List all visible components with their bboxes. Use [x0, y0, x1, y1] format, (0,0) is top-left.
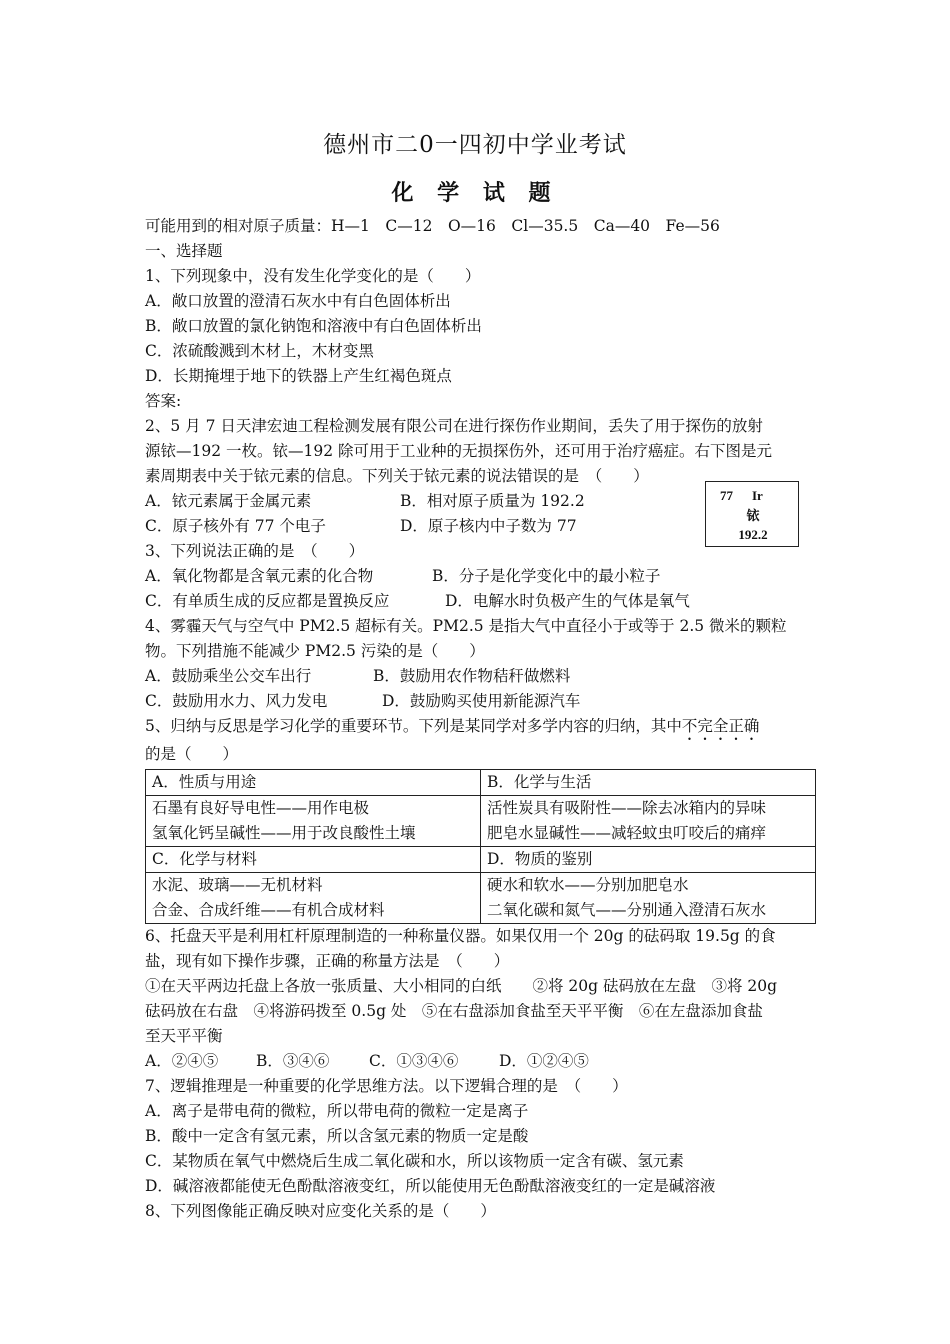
- cell-d-head: D．物质的鉴别: [481, 847, 816, 873]
- q6-line5: 至天平平衡: [145, 1027, 223, 1045]
- cell-c-line1: 水泥、玻璃——无机材料: [152, 876, 323, 894]
- q4-option-c: C．鼓励用水力、风力发电: [145, 692, 328, 710]
- q6-option-d: D．①②④⑤: [499, 1052, 589, 1070]
- q6-line4: 砝码放在右盘 ④将游码拨至 0.5g 处 ⑤在右盘添加食盐至天平平衡 ⑥在左盘添加食盐: [145, 1002, 763, 1020]
- q6-option-b: B．③④⑥: [256, 1052, 330, 1070]
- cell-a-head: A．性质与用途: [146, 770, 481, 796]
- element-symbol: Ir: [752, 488, 763, 503]
- q6-line1: 6、托盘天平是利用杠杆原理制造的一种称量仪器。如果仅用一个 20g 的砝码取 19.5g 的食: [145, 927, 776, 945]
- q7-option-d: D．碱溶液都能使无色酚酞溶液变红，所以能使用无色酚酞溶液变红的一定是碱溶液: [145, 1177, 716, 1195]
- cell-b-line2: 肥皂水显碱性——减轻蚊虫叮咬后的痛痒: [487, 824, 767, 842]
- q5-summary-table: [145, 769, 816, 924]
- cell-c-head: C．化学与材料: [146, 847, 481, 873]
- q7-option-c: C．某物质在氧气中燃烧后生成二氧化碳和水，所以该物质一定含有碳、氢元素: [145, 1152, 684, 1170]
- q4-stem-line2: 物。下列措施不能减少 PM2.5 污染的是（ ）: [145, 642, 485, 660]
- q6-option-c: C．①③④⑥: [369, 1052, 459, 1070]
- cell-a-line2: 氢氧化钙呈碱性——用于改良酸性土壤: [152, 824, 416, 842]
- element-mass: 192.2: [738, 527, 768, 542]
- q1-option-a: A．敞口放置的澄清石灰水中有白色固体析出: [145, 292, 451, 310]
- q2-option-d: D．原子核内中子数为 77: [400, 517, 577, 535]
- q4-options-row2: [145, 689, 815, 714]
- q1-stem: 1、下列现象中，没有发生化学变化的是（ ）: [145, 267, 481, 285]
- q3-options-row2: [145, 589, 815, 614]
- q3-option-c: C．有单质生成的反应都是置换反应: [145, 592, 390, 610]
- exam-content: [145, 214, 815, 1224]
- q4-option-d: D．鼓励购买使用新能源汽车: [382, 692, 581, 710]
- element-name: 铱: [746, 508, 760, 523]
- q6-options: [145, 1049, 815, 1074]
- cell-c-body: [146, 873, 481, 924]
- q6-line3: ①在天平两边托盘上各放一张质量、大小相同的白纸 ②将 20g 砝码放在左盘 ③将 20g: [145, 977, 778, 995]
- q7-stem: 7、逻辑推理是一种重要的化学思维方法。以下逻辑合理的是 （ ）: [145, 1077, 628, 1095]
- table-row: [146, 796, 816, 847]
- subject-title: 化 学 试 题: [391, 180, 559, 206]
- q2-stem-line1: 2、5 月 7 日天津宏迪工程检测发展有限公司在进行探伤作业期间，丢失了用于探伤的放射: [145, 417, 763, 435]
- q4-stem-line1: 4、雾霾天气与空气中 PM2.5 超标有关。PM2.5 是指大气中直径小于或等于 2.5 微米的颗粒: [145, 617, 787, 635]
- table-row: [146, 873, 816, 924]
- table-row: [146, 847, 816, 873]
- q3-option-b: B．分子是化学变化中的最小粒子: [432, 567, 661, 585]
- periodic-table-cell: [705, 481, 799, 547]
- q2-stem-line2: 源铱—192 一枚。铱—192 除可用于工业种的无损探伤外，还可用于治疗癌症。右下图是元: [145, 442, 773, 460]
- q3-option-d: D．电解水时负极产生的气体是氧气: [445, 592, 690, 610]
- section-heading: 一、选择题: [145, 242, 223, 260]
- q7-option-a: A．离子是带电荷的微粒，所以带电荷的微粒一定是离子: [145, 1102, 529, 1120]
- cell-d-line1: 硬水和软水——分别加肥皂水: [487, 876, 689, 894]
- q4-option-a: A．鼓励乘坐公交车出行: [145, 667, 312, 685]
- q5-stem-line1: [145, 714, 815, 739]
- cell-d-line2: 二氧化碳和氮气——分别通入澄清石灰水: [487, 901, 767, 919]
- q1-answer: 答案:: [145, 392, 182, 410]
- cell-d-body: [481, 873, 816, 924]
- q2-block: [145, 414, 815, 542]
- q5-stem-text: 5、归纳与反思是学习化学的重要环节。下列是某同学对多学内容的归纳，其中: [145, 717, 682, 735]
- q3-option-a: A．氧化物都是含氧元素的化合物: [145, 567, 374, 585]
- q3-options-row1: [145, 564, 815, 589]
- q2-option-c: C．原子核外有 77 个电子: [145, 517, 326, 535]
- atomic-masses: 可能用到的相对原子质量：H—1 C—12 O—16 Cl—35.5 Ca—40 Fe—56: [145, 217, 720, 235]
- exam-title: 德州市二0一四初中学业考试: [323, 132, 627, 158]
- cell-b-body: [481, 796, 816, 847]
- q1-option-c: C．浓硫酸溅到木材上，木材变黑: [145, 342, 374, 360]
- q2-stem-line3: 素周期表中关于铱元素的信息。下列关于铱元素的说法错误的是 （ ）: [145, 467, 649, 485]
- q8-stem: 8、下列图像能正确反映对应变化关系的是（ ）: [145, 1202, 496, 1220]
- cell-b-head: B．化学与生活: [481, 770, 816, 796]
- cell-a-line1: 石墨有良好导电性——用作电极: [152, 799, 370, 817]
- q5-emphasis: 不完全正确: [681, 717, 760, 735]
- q6-option-a: A．②④⑤: [145, 1052, 219, 1070]
- cell-c-line2: 合金、合成纤维——有机合成材料: [152, 901, 385, 919]
- q4-option-b: B．鼓励用农作物秸秆做燃料: [373, 667, 571, 685]
- q2-option-b: B．相对原子质量为 192.2: [400, 492, 585, 510]
- table-row: [146, 770, 816, 796]
- q6-line2: 盐，现有如下操作步骤，正确的称量方法是 （ ）: [145, 952, 510, 970]
- q4-options-row1: [145, 664, 815, 689]
- q3-stem: 3、下列说法正确的是 （ ）: [145, 542, 365, 560]
- element-number: 77: [720, 488, 733, 503]
- q2-option-a: A．铱元素属于金属元素: [145, 492, 312, 510]
- cell-a-body: [146, 796, 481, 847]
- q1-option-b: B．敞口放置的氯化钠饱和溶液中有白色固体析出: [145, 317, 482, 335]
- q5-stem-line2: 的是（ ）: [145, 745, 239, 763]
- q1-option-d: D．长期掩埋于地下的铁器上产生红褐色斑点: [145, 367, 452, 385]
- cell-b-line1: 活性炭具有吸附性——除去冰箱内的异味: [487, 799, 767, 817]
- q7-option-b: B．酸中一定含有氢元素，所以含氢元素的物质一定是酸: [145, 1127, 529, 1145]
